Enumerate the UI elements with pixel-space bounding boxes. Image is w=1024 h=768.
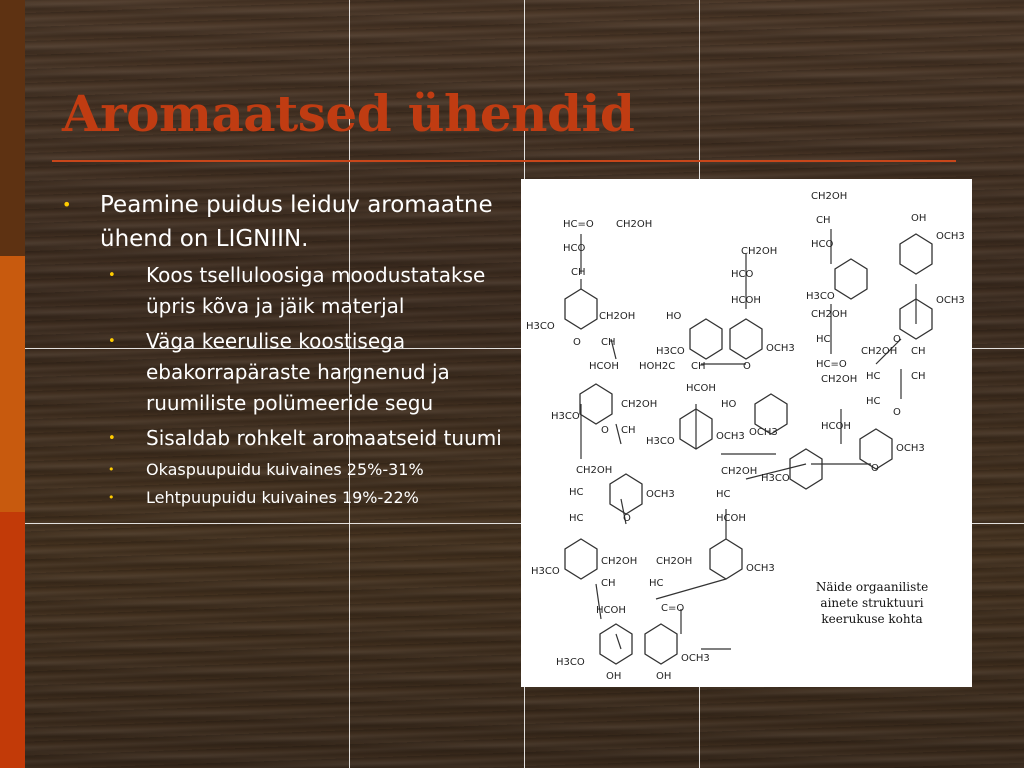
sub-sub-bullet-item [108, 486, 502, 510]
atom-label: H3CO [806, 291, 835, 302]
aromatic-ring [900, 234, 932, 274]
atom-label: H3CO [551, 411, 580, 422]
atom-label: C=O [661, 603, 685, 614]
atom-label: HC [716, 489, 731, 500]
atom-label: OCH3 [749, 427, 778, 438]
sub-bullet-text: Koos tselluloosiga moodustatakse üpris kõva ja jäik materjal [146, 263, 486, 318]
atom-label: OCH3 [681, 653, 710, 664]
sub-bullet-text: Väga keerulise koostisega ebakorrapäraste hargnenud ja ruumiliste polümeeride segu [146, 329, 450, 415]
sub-sub-bullet-text: Lehtpuupuidu kuivaines 19%-22% [146, 488, 419, 507]
figure-caption: Näide orgaaniliste ainete struktuuri keerukuse kohta [815, 580, 929, 626]
bullet-marker: • [108, 431, 116, 446]
aromatic-ring [580, 384, 612, 424]
sub-bullet-text: Sisaldab rohkelt aromaatseid tuumi [146, 426, 502, 450]
atom-label: HO [666, 311, 682, 322]
atom-label: H3CO [526, 321, 555, 332]
atom-label: H3CO [646, 436, 675, 447]
accent-strip-bottom [0, 512, 25, 768]
atom-label: CH [691, 361, 706, 372]
sub-bullet-item [108, 260, 502, 322]
bullet-marker: • [108, 268, 116, 283]
atom-label: CH2OH [621, 399, 658, 410]
atom-label: HCO [811, 239, 834, 250]
atom-label: CH2OH [861, 346, 898, 357]
atom-label: HC [866, 396, 881, 407]
atom-label: CH2OH [601, 556, 638, 567]
atom-label: CH [621, 425, 636, 436]
atom-label: HCO [563, 243, 586, 254]
bullet-marker: • [108, 334, 116, 349]
aromatic-ring [730, 319, 762, 359]
atom-label: HC=O [563, 219, 594, 230]
atom-label: OCH3 [716, 431, 745, 442]
atom-label: HC [569, 487, 584, 498]
atom-label: CH [816, 215, 831, 226]
atom-label: CH [911, 346, 926, 357]
atom-label: CH2OH [721, 466, 758, 477]
atom-label: HCOH [589, 361, 619, 372]
atom-label: CH2OH [616, 219, 653, 230]
aromatic-ring [690, 319, 722, 359]
sub-bullet-item [108, 326, 502, 419]
atom-label: CH [601, 578, 616, 589]
atom-label: O [893, 407, 901, 418]
atom-label: O [871, 463, 879, 474]
atom-label: OCH3 [936, 295, 965, 306]
atom-label: HC [649, 578, 664, 589]
atom-label: CH2OH [576, 465, 613, 476]
atom-label: CH2OH [741, 246, 778, 257]
lignin-structure-figure [521, 179, 972, 687]
atom-label: OCH3 [646, 489, 675, 500]
atom-label: CH [601, 337, 616, 348]
atom-label: CH [911, 371, 926, 382]
bullet-marker: • [108, 491, 115, 504]
atom-label: HCOH [716, 513, 746, 524]
atom-label: OCH3 [746, 563, 775, 574]
sub-sub-bullet-text: Okaspuupuidu kuivaines 25%-31% [146, 460, 424, 479]
atom-label: H3CO [761, 473, 790, 484]
atom-label: OCH3 [766, 343, 795, 354]
atom-label: CH2OH [811, 309, 848, 320]
atom-label: HCOH [821, 421, 851, 432]
atom-label: HC [816, 334, 831, 345]
accent-strip-top [0, 0, 25, 256]
atom-label: HCOH [596, 605, 626, 616]
atom-label: CH2OH [599, 311, 636, 322]
bullet-marker: • [62, 195, 72, 214]
atom-label: O [623, 513, 631, 524]
bullet-marker: • [108, 463, 115, 476]
aromatic-ring [565, 539, 597, 579]
aromatic-ring [565, 289, 597, 329]
atom-label: CH2OH [811, 191, 848, 202]
atom-label: OH [606, 671, 622, 682]
atom-label: O [743, 361, 751, 372]
sub-sub-bullet-item [108, 458, 502, 482]
atom-label: HO [721, 399, 737, 410]
slide-title: Aromaatsed ühendid [62, 84, 635, 143]
aromatic-ring [600, 624, 632, 664]
atom-label: O [893, 334, 901, 345]
aromatic-ring [835, 259, 867, 299]
bullet-list [62, 188, 502, 510]
aromatic-ring [610, 474, 642, 514]
atom-label: HC [569, 513, 584, 524]
atom-label: HC=O [816, 359, 847, 370]
accent-strip-middle [0, 256, 25, 512]
sub-bullet-item [108, 423, 502, 454]
atom-label: OCH3 [896, 443, 925, 454]
atom-label: HC [866, 371, 881, 382]
atom-label: CH [571, 267, 586, 278]
atom-label: O [573, 337, 581, 348]
atom-label: HCOH [731, 295, 761, 306]
atom-label: CH2OH [821, 374, 858, 385]
atom-label: HCO [731, 269, 754, 280]
atom-label: HOH2C [639, 361, 676, 372]
atom-label: H3CO [656, 346, 685, 357]
aromatic-ring [710, 539, 742, 579]
atom-label: OH [911, 213, 927, 224]
bullet-text: Peamine puidus leiduv aromaatne ühend on LIGNIIN. [100, 192, 493, 252]
atom-label: CH2OH [656, 556, 693, 567]
aromatic-ring [645, 624, 677, 664]
atom-label: OH [656, 671, 672, 682]
atom-label: O [601, 425, 609, 436]
atom-label: H3CO [556, 657, 585, 668]
atom-label: H3CO [531, 566, 560, 577]
title-underline [52, 160, 956, 162]
aromatic-ring [790, 449, 822, 489]
atom-label: HCOH [686, 383, 716, 394]
atom-label: OCH3 [936, 231, 965, 242]
bullet-item [62, 188, 502, 256]
